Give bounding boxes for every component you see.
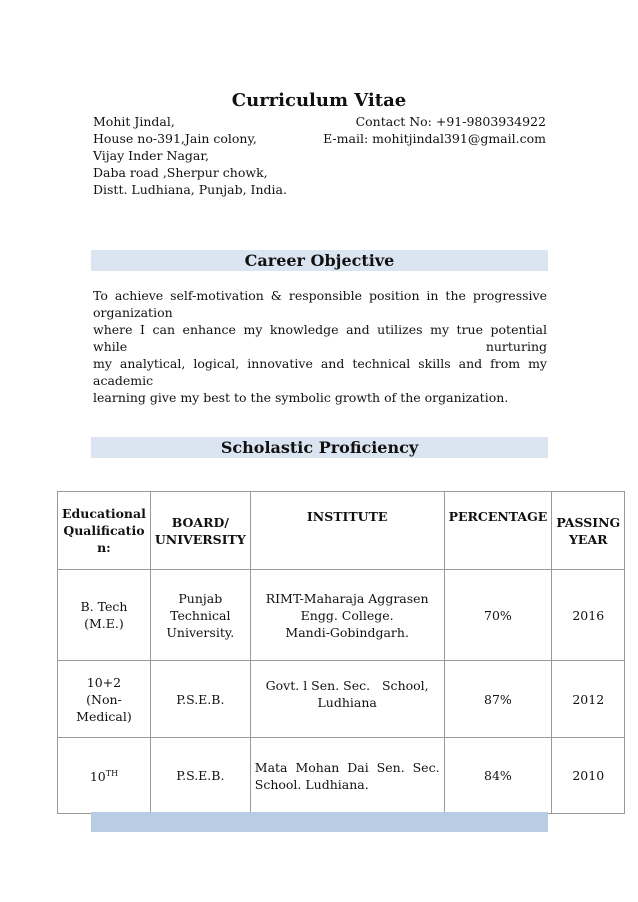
contact-block: [323, 113, 546, 147]
table-row: [58, 661, 625, 738]
contact-number: Contact No: +91-9803934922: [355, 114, 546, 129]
cell-institute: Govt. l Sen. Sec. School, Ludhiana: [250, 661, 444, 738]
cell-institute: RIMT-Maharaja Aggrasen Engg. College. Mandi-Gobindgarh.: [250, 570, 444, 661]
candidate-name: Mohit Jindal,: [93, 114, 175, 129]
document-title: Curriculum Vitae: [231, 90, 407, 111]
cell-percentage: 70%: [444, 570, 552, 661]
career-objective-heading: Career Objective: [91, 250, 548, 271]
qualifications-table: [57, 491, 625, 814]
career-objective-text: [93, 287, 547, 406]
address-block: [93, 113, 287, 198]
table-header-row: [58, 492, 625, 570]
table-row: [58, 570, 625, 661]
address-line: House no-391,Jain colony,: [93, 131, 257, 146]
cell-board: P.S.E.B.: [150, 661, 250, 738]
cell-year: 2016: [552, 570, 625, 661]
objective-line: To achieve self-motivation & responsible position in the progressive organization: [93, 288, 547, 320]
cell-percentage: 84%: [444, 738, 552, 814]
cell-year: 2010: [552, 738, 625, 814]
col-header-institute: INSTITUTE: [250, 492, 444, 570]
objective-line: learning give my best to the symbolic growth of the organization.: [93, 390, 509, 405]
objective-line: where I can enhance my knowledge and utilizes my true potential while nurturing: [93, 322, 547, 354]
col-header-year: PASSING YEAR: [552, 492, 625, 570]
cell-institute: Mata Mohan Dai Sen. Sec. School. Ludhiana.: [250, 738, 444, 814]
address-line: Daba road ,Sherpur chowk,: [93, 165, 268, 180]
address-line: Distt. Ludhiana, Punjab, India.: [93, 182, 287, 197]
cell-qualification: 10+2 (Non- Medical): [58, 661, 151, 738]
col-header-percentage: PERCENTAGE: [444, 492, 552, 570]
cell-year: 2012: [552, 661, 625, 738]
cell-board: Punjab Technical University.: [150, 570, 250, 661]
cell-qualification: 10TH: [58, 738, 151, 814]
scholastic-heading: Scholastic Proficiency: [91, 437, 548, 458]
col-header-board: BOARD/ UNIVERSITY: [150, 492, 250, 570]
cell-qualification: B. Tech (M.E.): [58, 570, 151, 661]
cell-percentage: 87%: [444, 661, 552, 738]
col-header-qualification: Educational Qualificatio n:: [58, 492, 151, 570]
address-line: Vijay Inder Nagar,: [93, 148, 209, 163]
table-row: [58, 738, 625, 814]
objective-line: my analytical, logical, innovative and technical skills and from my academic: [93, 356, 547, 388]
email-address: E-mail: mohitjindal391@gmail.com: [323, 131, 546, 146]
cell-board: P.S.E.B.: [150, 738, 250, 814]
section-band-empty: [91, 812, 548, 832]
